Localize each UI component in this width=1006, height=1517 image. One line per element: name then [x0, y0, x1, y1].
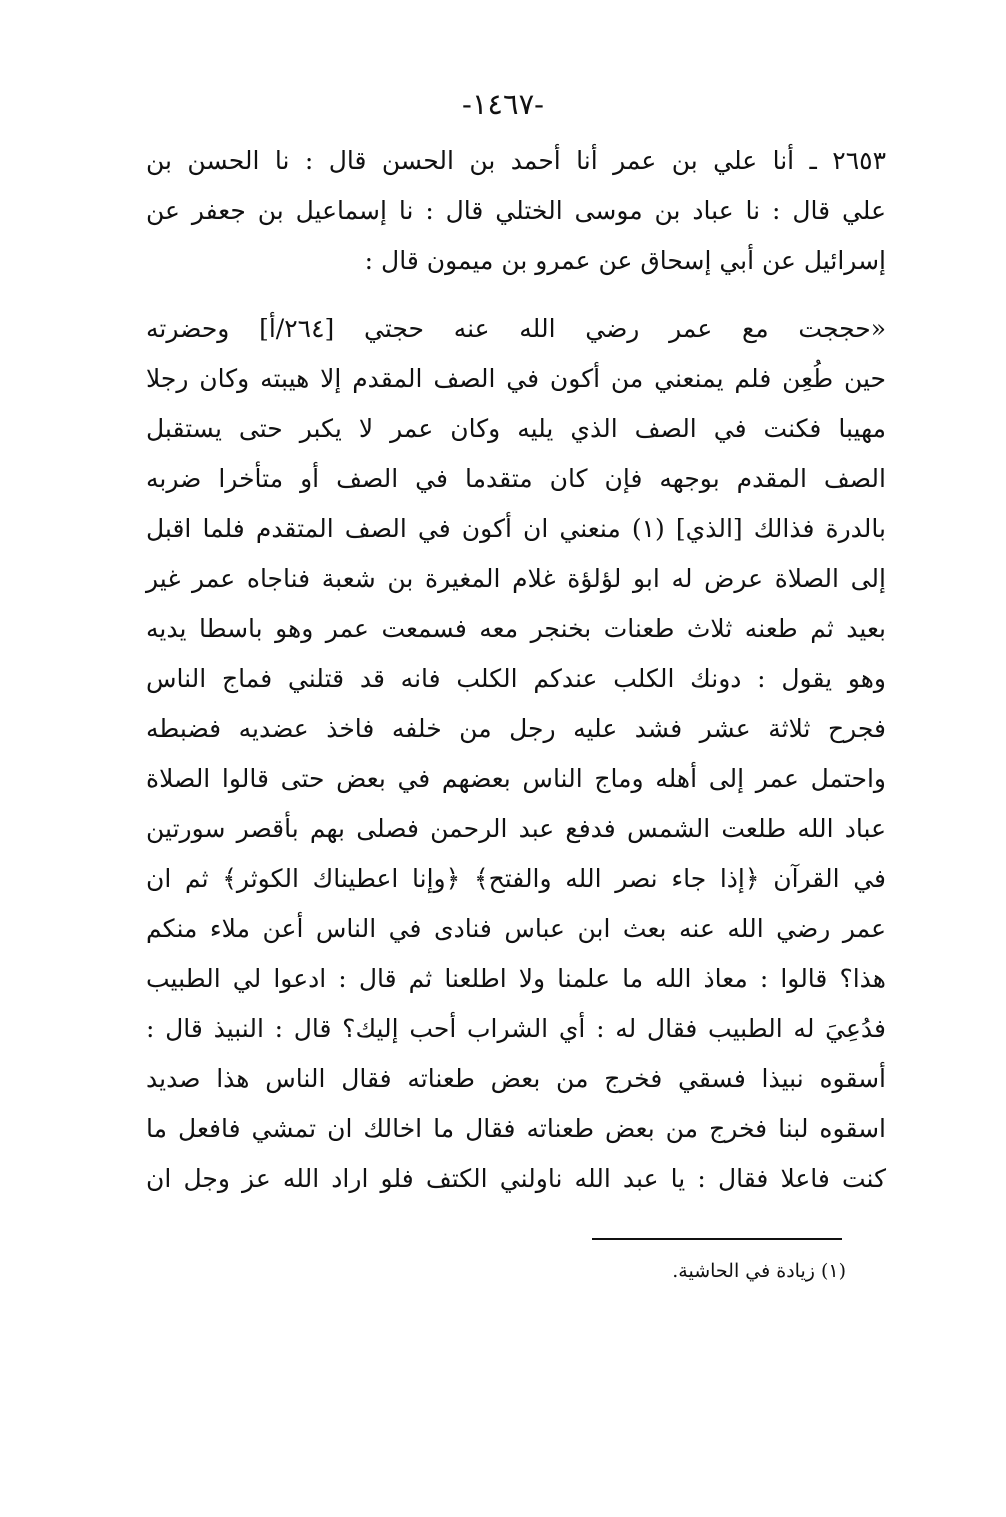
footnote: (١) زيادة في الحاشية.	[672, 1260, 846, 1282]
isnad-paragraph	[146, 136, 886, 286]
text-line: حين طُعِن فلم يمنعني من أكون في الصف المقدم إلا هيبته وكان رجلا	[146, 364, 886, 393]
text-line: فدُعِيَ له الطبيب فقال له : أي الشراب أحب إليك؟ قال : النبيذ قال :	[146, 1014, 886, 1043]
text-line: إسرائيل عن أبي إسحاق عن عمرو بن ميمون قال :	[364, 246, 886, 275]
text-line: الصف المقدم بوجهه فإن كان متقدما في الصف أو متأخرا ضربه	[146, 464, 886, 493]
text-line: كنت فاعلا فقال : يا عبد الله ناولني الكتف فلو اراد الله عز وجل ان	[146, 1164, 886, 1193]
text-line: هذا؟ قالوا : معاذ الله ما علمنا ولا اطلعنا ثم قال : ادعوا لي الطبيب	[146, 964, 886, 993]
matn-paragraph	[146, 304, 886, 1204]
text-line: عمر رضي الله عنه بعث ابن عباس فنادى في الناس أعن ملاء منكم	[146, 914, 886, 943]
text-line: إلى الصلاة عرض له ابو لؤلؤة غلام المغيرة بن شعبة فناجاه عمر غير	[146, 564, 886, 593]
text-line: واحتمل عمر إلى أهله وماج الناس بعضهم في بعض حتى قالوا الصلاة	[146, 764, 886, 793]
text-line: عباد الله طلعت الشمس فدفع عبد الرحمن فصلى بهم بأقصر سورتين	[146, 814, 886, 843]
text-line: «حججت مع عمر رضي الله عنه حجتي [٢٦٤/أ] وحضرته	[146, 314, 886, 343]
page-number: -١٤٦٧-	[462, 87, 544, 121]
text-line: علي قال : نا عباد بن موسى الختلي قال : نا إسماعيل بن جعفر عن	[146, 196, 886, 225]
text-line: فجرح ثلاثة عشر فشد عليه رجل من خلفه فاخذ عضديه فضبطه	[146, 714, 886, 743]
text-line: بعيد ثم طعنه ثلاث طعنات بخنجر معه فسمعت عمر وهو باسطا يديه	[146, 614, 886, 643]
text-line: اسقوه لبنا فخرج من بعض طعناته فقال ما اخالك ان تمشي فافعل ما	[146, 1114, 886, 1143]
text-line: بالدرة فذالك [الذي] (١) منعني ان أكون في الصف المتقدم فلما اقبل	[146, 514, 886, 543]
text-line: أسقوه نبيذا فسقي فخرج من بعض طعناته فقال الناس هذا صديد	[146, 1064, 886, 1093]
text-line: في القرآن ﴿إذا جاء نصر الله والفتح﴾ ﴿وإنا اعطيناك الكوثر﴾ ثم ان	[146, 864, 886, 893]
text-line: مهيبا فكنت في الصف الذي يليه وكان عمر لا يكبر حتى يستقبل	[146, 414, 886, 443]
text-line: ٢٦٥٣ ـ أنا علي بن عمر أنا أحمد بن الحسن قال : نا الحسن بن	[146, 146, 886, 175]
text-line: وهو يقول : دونك الكلب عندكم الكلب فانه قد قتلني فماج الناس	[146, 664, 886, 693]
footnote-divider	[592, 1238, 842, 1240]
